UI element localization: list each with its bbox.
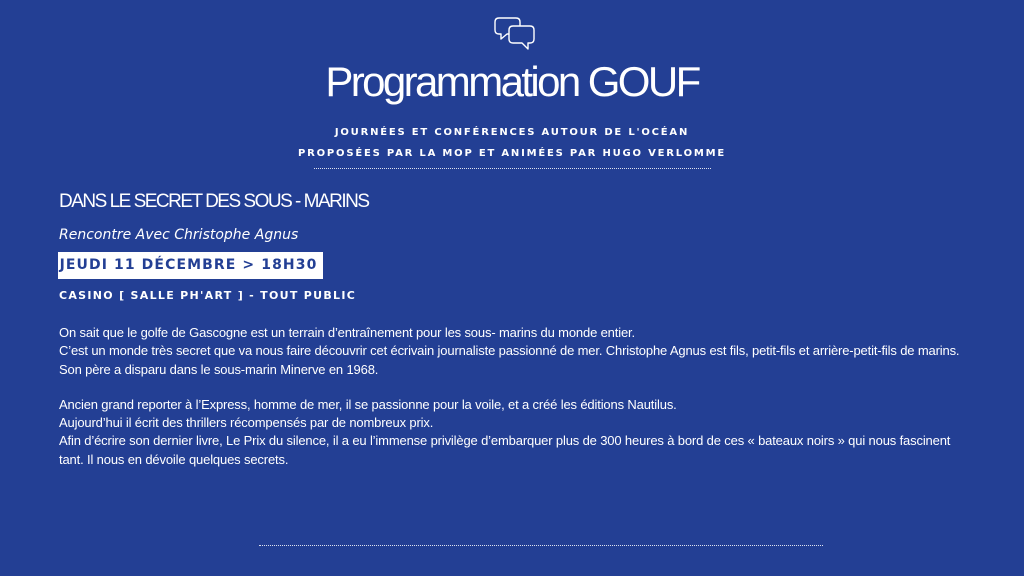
- event-description: [59, 324, 969, 469]
- description-line: On sait que le golfe de Gascogne est un terrain d’entraînement pour les sous- marins du monde entier.: [59, 325, 635, 340]
- divider-bottom: [259, 545, 823, 546]
- divider-top: [314, 168, 711, 169]
- date-badge: JEUDI 11 DÉCEMBRE > 18H30: [58, 252, 323, 279]
- description-line: Son père a disparu dans le sous-marin Minerve en 1968.: [59, 361, 379, 377]
- speech-bubbles-icon: [494, 14, 536, 52]
- event-subtitle: Rencontre Avec Christophe Agnus: [59, 227, 299, 243]
- description-line: Ancien grand reporter à l’Express, homme de mer, il se passionne pour la voile, et a créé les éditions Nautilus.: [59, 396, 677, 412]
- description-line: Afin d’écrire son dernier livre, Le Prix du silence, il a eu l’immense privilège d’embarquer plus de 300 heures à bord de ces « bateaux noirs » qui nous fascinent tant. Il nous en dévoile quelques secrets.: [59, 433, 951, 467]
- page-title: Programmation GOUF: [325, 58, 699, 105]
- description-line: C’est un monde très secret que va nous faire découvrir cet écrivain journaliste passionné de mer. Christophe Agnus est fils, petit-fils et arrière-petit-fils de marins.: [59, 343, 960, 359]
- subtitle-line-2: PROPOSÉES PAR LA MOP ET ANIMÉES PAR HUGO VERLOMME: [297, 148, 727, 159]
- subtitle-line-1: JOURNÉES ET CONFÉRENCES AUTOUR DE L'OCÉAN: [334, 127, 690, 138]
- event-venue: CASINO [ SALLE PH'ART ] - TOUT PUBLIC: [59, 289, 357, 302]
- event-title: DANS LE SECRET DES SOUS - MARINS: [59, 191, 369, 212]
- paragraph-gap: [59, 379, 969, 396]
- description-line: Aujourd’hui il écrit des thrillers récompensés par de nombreux prix.: [59, 415, 434, 431]
